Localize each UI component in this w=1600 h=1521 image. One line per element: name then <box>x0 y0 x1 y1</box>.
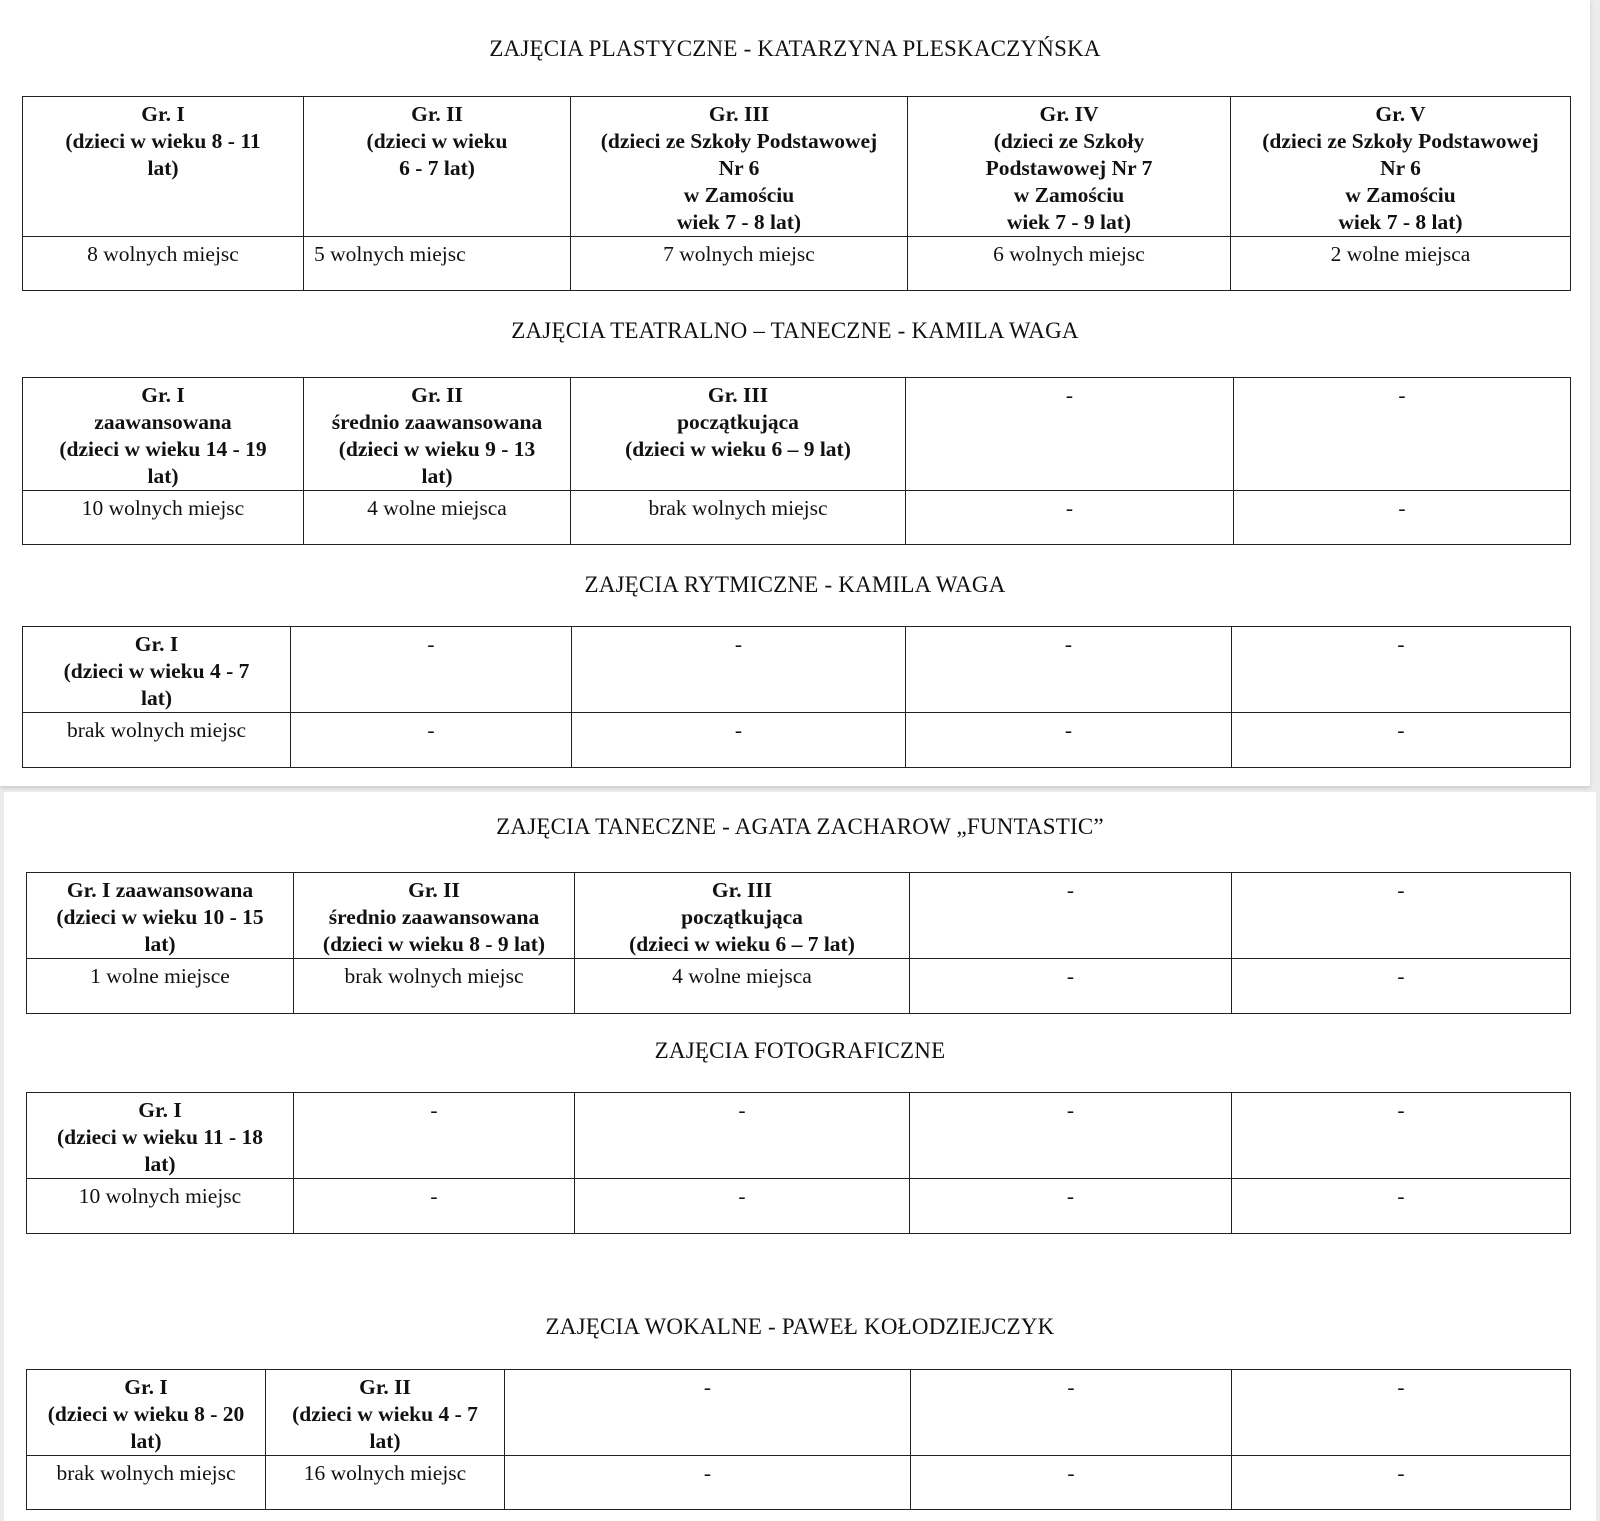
availability-cell: - <box>1232 959 1571 1014</box>
group-header-cell: Gr. I (dzieci w wieku 11 - 18 lat) <box>27 1093 294 1179</box>
group-header-cell: - <box>572 627 906 713</box>
group-header-cell: - <box>505 1370 911 1456</box>
availability-cell: 10 wolnych miejsc <box>23 491 304 545</box>
groups-table <box>26 1369 1571 1510</box>
group-header-cell: - <box>1232 1370 1571 1456</box>
availability-cell: brak wolnych miejsc <box>23 713 291 768</box>
availability-cell: - <box>906 491 1234 545</box>
group-header-cell: - <box>906 627 1232 713</box>
group-header-cell: - <box>906 378 1234 491</box>
availability-cell: - <box>575 1179 910 1234</box>
section-title: ZAJĘCIA RYTMICZNE - KAMILA WAGA <box>584 572 1006 597</box>
availability-cell: 7 wolnych miejsc <box>571 237 908 291</box>
group-header-cell: Gr. II (dzieci w wieku 6 - 7 lat) <box>304 97 571 237</box>
groups-table <box>22 96 1571 291</box>
section-title: ZAJĘCIA WOKALNE - PAWEŁ KOŁODZIEJCZYK <box>545 1314 1055 1339</box>
availability-cell: - <box>572 713 906 768</box>
group-header-cell: - <box>575 1093 910 1179</box>
group-header-cell: - <box>291 627 572 713</box>
availability-cell: - <box>1232 713 1571 768</box>
group-header-cell: Gr. I (dzieci w wieku 4 - 7 lat) <box>23 627 291 713</box>
group-header-cell: - <box>910 873 1232 959</box>
group-header-cell: - <box>294 1093 575 1179</box>
section-title: ZAJĘCIA PLASTYCZNE - KATARZYNA PLESKACZYŃSKA <box>489 36 1101 61</box>
group-header-cell: - <box>1234 378 1571 491</box>
section-title: ZAJĘCIA TEATRALNO – TANECZNE - KAMILA WAGA <box>511 318 1079 343</box>
availability-cell: 2 wolne miejsca <box>1231 237 1571 291</box>
group-header-cell: Gr. I (dzieci w wieku 8 - 11 lat) <box>23 97 304 237</box>
availability-cell: 16 wolnych miejsc <box>266 1456 505 1510</box>
section-title: ZAJĘCIA FOTOGRAFICZNE <box>654 1038 946 1063</box>
availability-cell: - <box>1234 491 1571 545</box>
availability-cell: 4 wolne miejsca <box>575 959 910 1014</box>
group-header-cell: - <box>910 1093 1232 1179</box>
availability-cell: brak wolnych miejsc <box>294 959 575 1014</box>
availability-cell: 10 wolnych miejsc <box>27 1179 294 1234</box>
availability-cell: 5 wolnych miejsc <box>304 237 571 291</box>
availability-cell: 1 wolne miejsce <box>27 959 294 1014</box>
availability-cell: 6 wolnych miejsc <box>908 237 1231 291</box>
availability-cell: brak wolnych miejsc <box>27 1456 266 1510</box>
group-header-cell: Gr. II (dzieci w wieku 4 - 7 lat) <box>266 1370 505 1456</box>
availability-cell: - <box>1232 1179 1571 1234</box>
availability-cell: - <box>906 713 1232 768</box>
group-header-cell: Gr. I zaawansowana (dzieci w wieku 14 - 19 lat) <box>23 378 304 491</box>
group-header-cell: - <box>911 1370 1232 1456</box>
group-header-cell: Gr. IV (dzieci ze Szkoły Podstawowej Nr 7 w Zamościu wiek 7 - 9 lat) <box>908 97 1231 237</box>
group-header-cell: Gr. III początkująca (dzieci w wieku 6 – 7 lat) <box>575 873 910 959</box>
groups-table <box>26 872 1571 1014</box>
group-header-cell: Gr. III początkująca (dzieci w wieku 6 – 9 lat) <box>571 378 906 491</box>
group-header-cell: - <box>1232 1093 1571 1179</box>
group-header-cell: - <box>1232 873 1571 959</box>
document-page-2 <box>4 792 1596 1521</box>
availability-cell: brak wolnych miejsc <box>571 491 906 545</box>
section-title: ZAJĘCIA TANECZNE - AGATA ZACHAROW „FUNTASTIC” <box>496 814 1104 839</box>
availability-cell: - <box>291 713 572 768</box>
availability-cell: 8 wolnych miejsc <box>23 237 304 291</box>
availability-cell: - <box>911 1456 1232 1510</box>
availability-cell: - <box>1232 1456 1571 1510</box>
availability-cell: - <box>910 959 1232 1014</box>
group-header-cell: Gr. II średnio zaawansowana (dzieci w wieku 8 - 9 lat) <box>294 873 575 959</box>
group-header-cell: Gr. I zaawansowana (dzieci w wieku 10 - 15 lat) <box>27 873 294 959</box>
group-header-cell: Gr. I (dzieci w wieku 8 - 20 lat) <box>27 1370 266 1456</box>
group-header-cell: Gr. V (dzieci ze Szkoły Podstawowej Nr 6 w Zamościu wiek 7 - 8 lat) <box>1231 97 1571 237</box>
groups-table <box>22 626 1571 768</box>
group-header-cell: Gr. II średnio zaawansowana (dzieci w wieku 9 - 13 lat) <box>304 378 571 491</box>
availability-cell: - <box>294 1179 575 1234</box>
groups-table <box>26 1092 1571 1234</box>
group-header-cell: - <box>1232 627 1571 713</box>
availability-cell: - <box>505 1456 911 1510</box>
group-header-cell: Gr. III (dzieci ze Szkoły Podstawowej Nr 6 w Zamościu wiek 7 - 8 lat) <box>571 97 908 237</box>
availability-cell: 4 wolne miejsca <box>304 491 571 545</box>
groups-table <box>22 377 1571 545</box>
availability-cell: - <box>910 1179 1232 1234</box>
